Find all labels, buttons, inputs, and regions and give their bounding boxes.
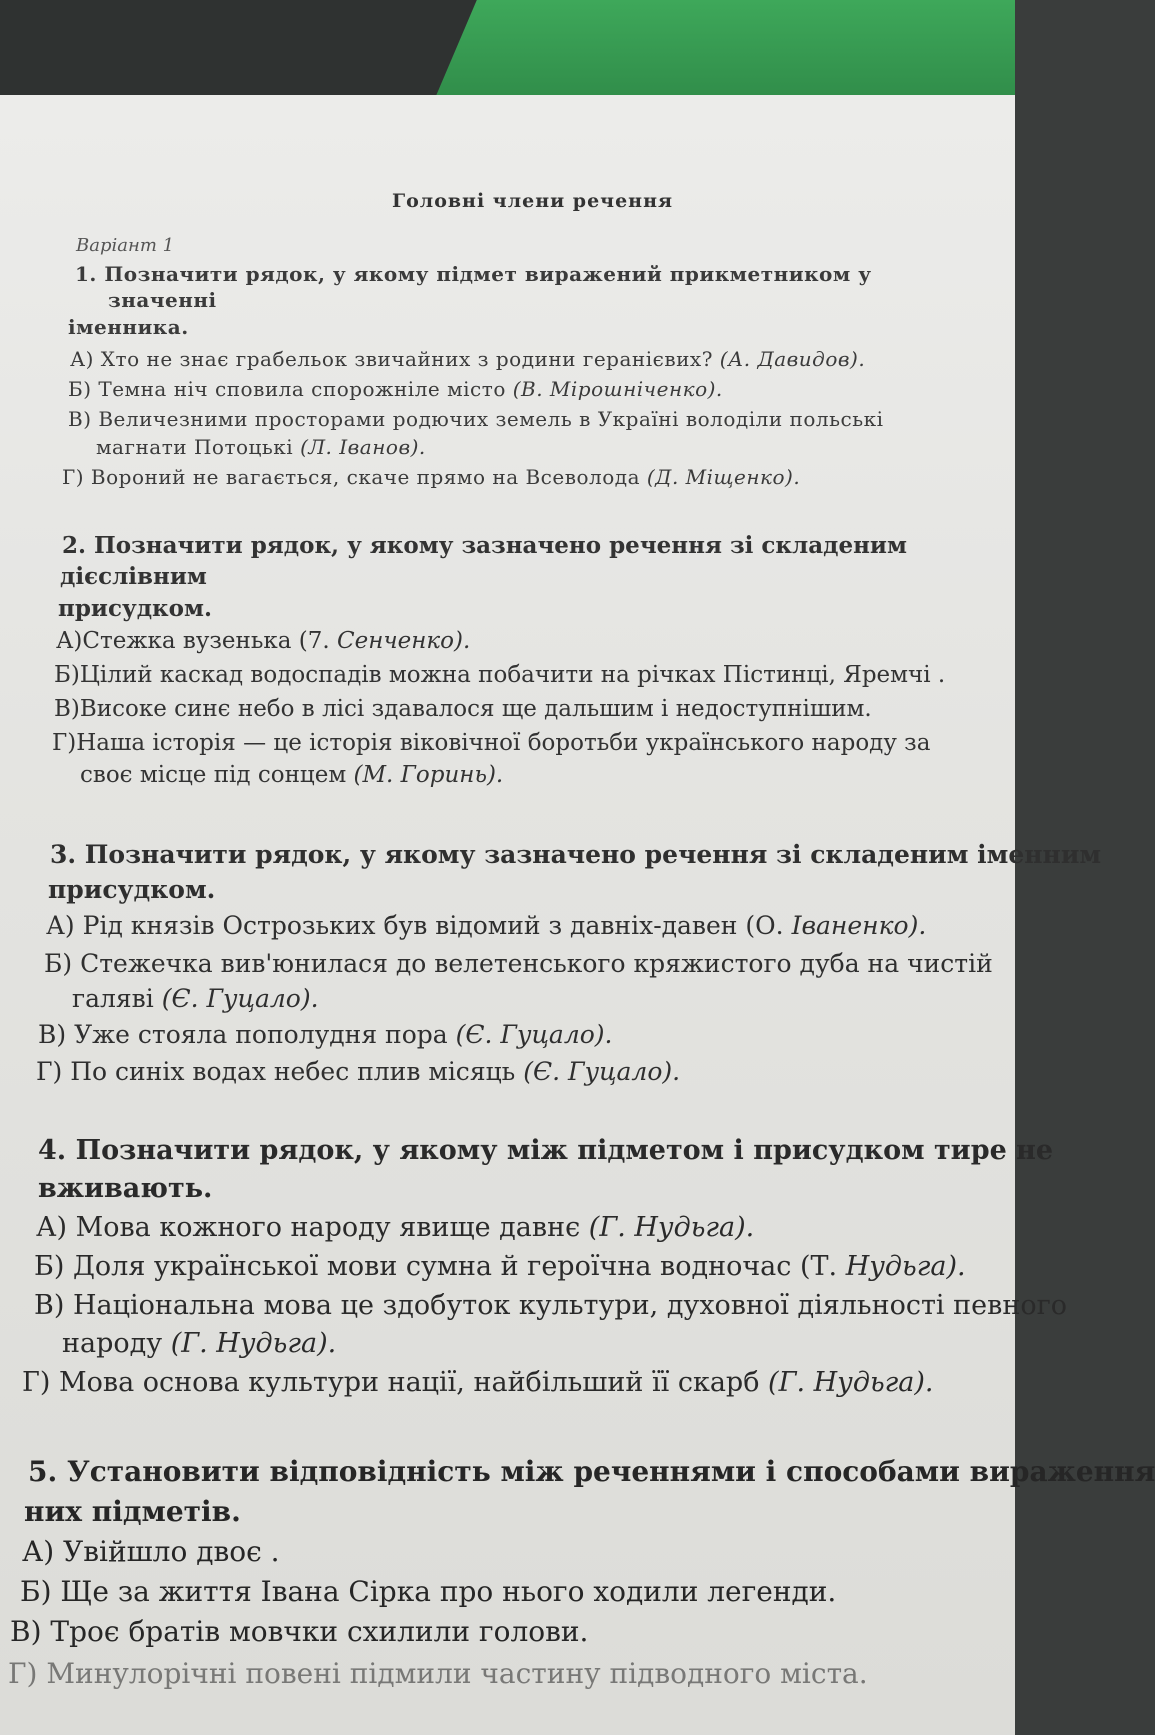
q2-option-g-author: (М. Горинь). bbox=[353, 762, 504, 788]
q5-option-v: В) Троє братів мовчки схилили голови. bbox=[10, 1615, 589, 1648]
q1-option-a-author: (А. Давидов). bbox=[719, 347, 866, 371]
q3-option-b-author: (Є. Гуцало). bbox=[161, 984, 319, 1013]
worksheet-paper bbox=[0, 95, 1155, 1735]
q2-option-g-cont bbox=[80, 762, 503, 788]
q3-option-g bbox=[36, 1057, 680, 1086]
q3-option-v bbox=[38, 1020, 613, 1049]
q4-option-v: В) Національна мова це здобуток культури, духовної діяльності певного bbox=[34, 1290, 1067, 1321]
question-4-cont: вживають. bbox=[38, 1173, 213, 1204]
q1-option-v-text: магнати Потоцькі bbox=[96, 435, 301, 459]
variant-label: Варіант 1 bbox=[76, 235, 175, 256]
q3-option-b: Б) Стежечка вив'юнилася до велетенського кряжистого дуба на чистій bbox=[44, 949, 993, 978]
question-1: 1. Позначити рядок, у якому підмет виражений прикметником у bbox=[75, 262, 872, 286]
q4-option-v-text: народу bbox=[62, 1328, 171, 1359]
q2-option-b: Б)Цілий каскад водоспадів можна побачити на річках Пістинці, Яремчі . bbox=[54, 662, 946, 688]
q3-option-a bbox=[46, 911, 926, 940]
q4-option-g bbox=[22, 1367, 934, 1398]
q3-option-a-author: Іваненко). bbox=[791, 911, 927, 940]
q1-option-v-author: (Л. Іванов). bbox=[300, 435, 426, 459]
q3-option-a-text: А) Рід князів Острозьких був відомий з давніх-давен (О. bbox=[46, 911, 792, 940]
q4-option-a-text: А) Мова кожного народу явище давнє bbox=[36, 1212, 589, 1243]
q1-option-a-text: А) Хто не знає грабельок звичайних з родини геранієвих? bbox=[70, 347, 720, 371]
q1-option-b bbox=[68, 377, 723, 401]
q4-option-b-author: Нудьга). bbox=[845, 1251, 966, 1282]
q4-option-g-text: Г) Мова основа культури нації, найбільший її скарб bbox=[22, 1367, 769, 1398]
q3-option-v-author: (Є. Гуцало). bbox=[455, 1020, 613, 1049]
question-3-cont: присудком. bbox=[48, 875, 216, 904]
q5-option-b: Б) Ще за життя Івана Сірка про нього ходили легенди. bbox=[20, 1575, 837, 1608]
q4-option-a-author: (Г. Нудьга). bbox=[588, 1212, 755, 1243]
green-object bbox=[430, 0, 1015, 110]
q2-option-g: Г)Наша історія — це історія віковічної боротьби українського народу за bbox=[52, 730, 931, 756]
q1-option-g-author: (Д. Міщенко). bbox=[646, 465, 801, 489]
q4-option-g-author: (Г. Нудьга). bbox=[768, 1367, 934, 1398]
q2-option-a-author: Сенченко). bbox=[337, 628, 471, 654]
q2-option-g-text: своє місце під сонцем bbox=[80, 762, 354, 788]
q4-option-b bbox=[34, 1251, 966, 1282]
q4-option-v-cont bbox=[62, 1328, 336, 1359]
question-2-cont: дієслівним bbox=[60, 563, 207, 590]
q3-option-b-cont bbox=[72, 984, 319, 1013]
question-1-cont2: іменника. bbox=[68, 315, 189, 339]
question-5: 5. Установити відповідність між реченнями і способами вираження bbox=[28, 1455, 1155, 1488]
question-1-cont: значенні bbox=[108, 288, 217, 312]
q1-option-a bbox=[70, 347, 865, 371]
q3-option-g-text: Г) По синіх водах небес плив місяць bbox=[36, 1057, 524, 1086]
question-5-cont: них підметів. bbox=[24, 1495, 241, 1528]
q4-option-v-author: (Г. Нудьга). bbox=[170, 1328, 337, 1359]
q1-option-v: В) Величезними просторами родючих земель в Україні володіли польські bbox=[68, 407, 884, 431]
question-2: 2. Позначити рядок, у якому зазначено речення зі складеним bbox=[62, 532, 907, 559]
q1-option-b-text: Б) Темна ніч сповила спорожніле місто bbox=[68, 377, 513, 401]
q4-option-a bbox=[36, 1212, 754, 1243]
q5-option-g: Г) Минулорічні повені підмили частину підводного міста. bbox=[8, 1657, 868, 1690]
question-3: 3. Позначити рядок, у якому зазначено речення зі складеним іменним bbox=[50, 840, 1102, 869]
q2-option-a-text: А)Стежка вузенька (7. bbox=[56, 628, 337, 654]
q2-option-a bbox=[56, 628, 470, 654]
q5-option-a: А) Увійшло двоє . bbox=[22, 1535, 280, 1568]
q4-option-b-text: Б) Доля української мови сумна й героїчна водночас (Т. bbox=[34, 1251, 846, 1282]
question-2-cont2: присудком. bbox=[58, 595, 212, 622]
q1-option-b-author: (В. Мірошніченко). bbox=[512, 377, 723, 401]
page-title: Головні члени речення bbox=[392, 190, 674, 212]
q3-option-v-text: В) Уже стояла пополудня пора bbox=[38, 1020, 456, 1049]
q1-option-g-text: Г) Вороний не вагається, скаче прямо на Всеволода bbox=[62, 465, 647, 489]
q3-option-g-author: (Є. Гуцало). bbox=[523, 1057, 681, 1086]
q3-option-b-text: галяві bbox=[72, 984, 162, 1013]
question-4: 4. Позначити рядок, у якому між підметом і присудком тире не bbox=[38, 1135, 1054, 1166]
q1-option-v-cont bbox=[96, 435, 426, 459]
q2-option-v: В)Високе синє небо в лісі здавалося ще дальшим і недоступнішим. bbox=[54, 696, 872, 722]
q1-option-g bbox=[62, 465, 800, 489]
